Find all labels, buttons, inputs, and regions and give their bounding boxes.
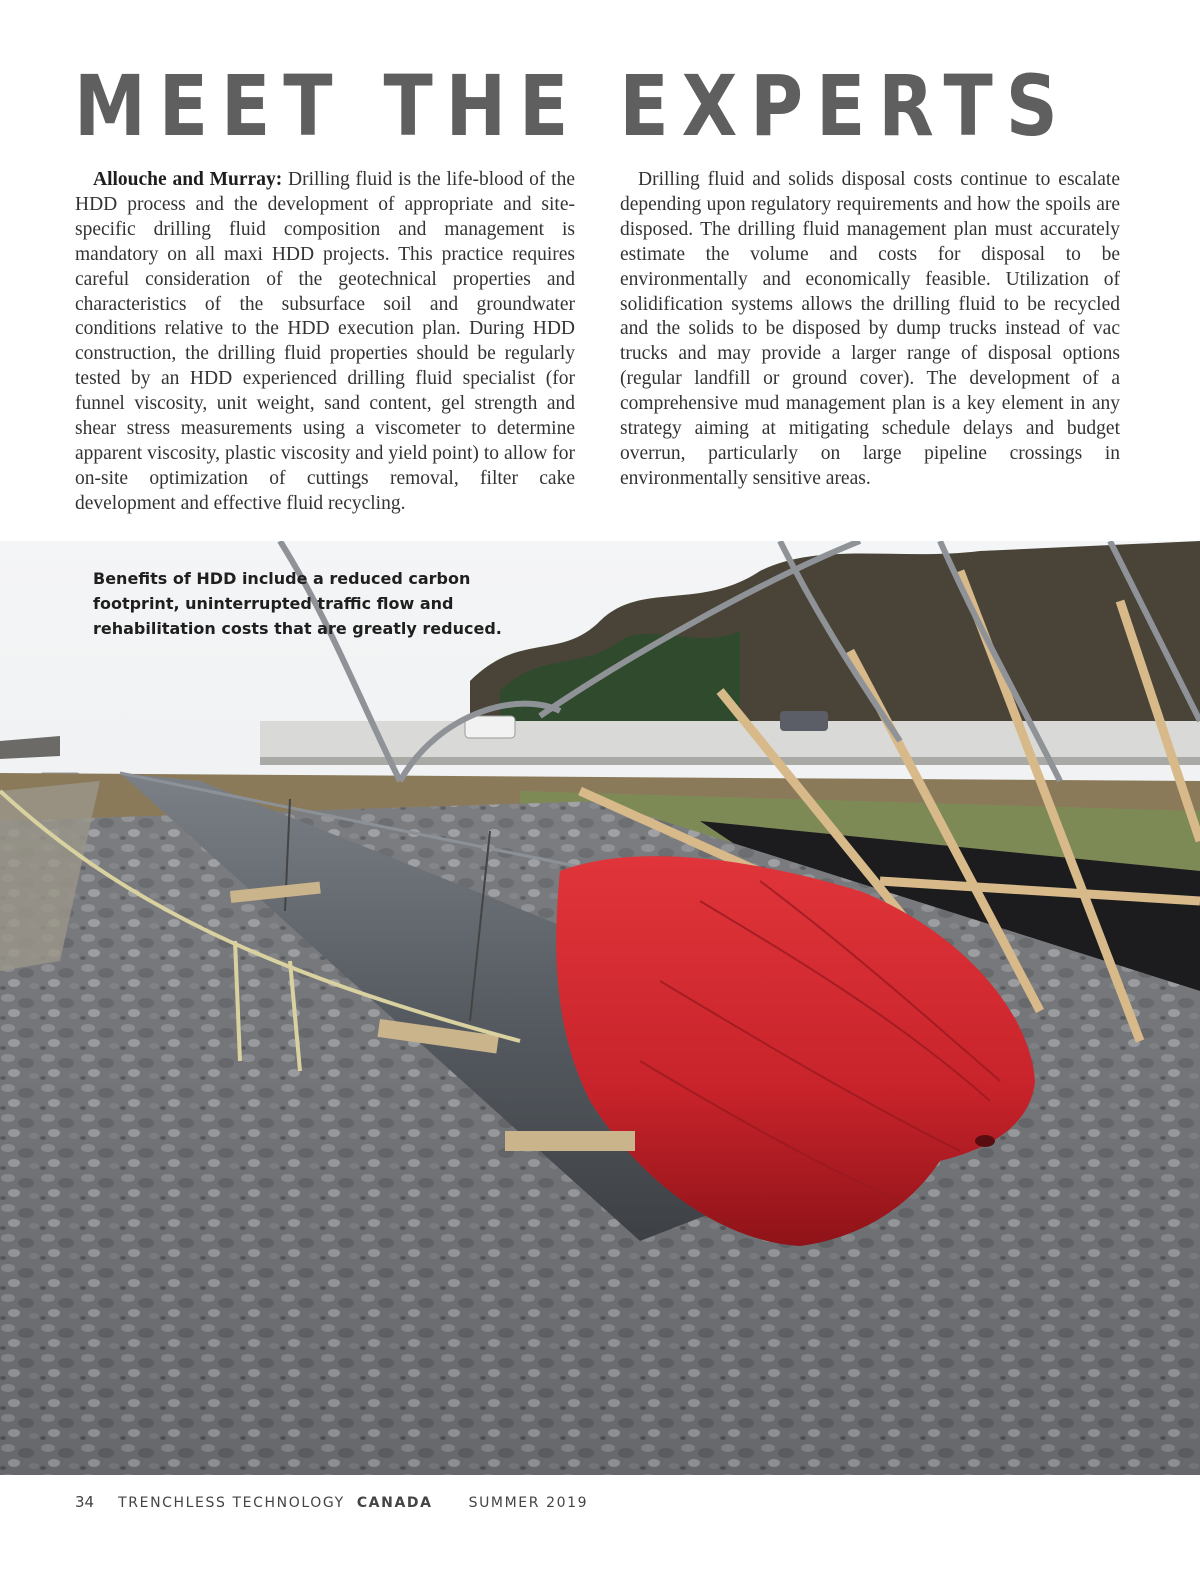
page-title: MEET THE EXPERTS bbox=[74, 57, 1071, 155]
article-column-right bbox=[620, 168, 1120, 492]
vehicle bbox=[780, 711, 828, 731]
publication-name: TRENCHLESS TECHNOLOGY bbox=[118, 1495, 345, 1511]
page-number: 34 bbox=[75, 1493, 95, 1511]
paragraph-text: Drilling fluid is the life-blood of the HDD process and the development of appropriate and site-specific drilling fluid composition and management is mandatory on all maxi HDD projects. This practice requires careful consideration of the geotechnical properties and characteristics of the subsurface soil and groundwater conditions relative to the HDD execution plan. During HDD construction, the drilling fluid properties should be regularly tested by an HDD experienced drilling fluid specialist (for funnel viscosity, unit weight, sand content, gel strength and shear stress measurements using a viscometer to determine apparent viscosity, plastic viscosity and yield point) to allow for on-site optimization of cuttings removal, filter cake development and effective fluid recycling. bbox=[75, 169, 575, 514]
article-column-left bbox=[75, 168, 575, 517]
towing-eye bbox=[975, 1135, 995, 1147]
photo-caption: Benefits of HDD include a reduced carbon footprint, uninterrupted traffic flow and rehabilitation costs that are greatly reduced. bbox=[93, 569, 502, 638]
page-footer bbox=[75, 1493, 588, 1511]
concrete-barrier bbox=[260, 721, 1200, 761]
issue-date: SUMMER 2019 bbox=[468, 1495, 589, 1511]
hdd-pipeline-photo bbox=[0, 541, 1200, 1475]
pipeline-illustration bbox=[0, 541, 1200, 1475]
article-paragraph: Drilling fluid and solids disposal costs continue to escalate depending upon regulatory requirements and how the spoils are disposed. The drilling fluid management plan must accurately estimate the volume and costs for disposal to be environmentally and economically feasible. Utilization of solidification systems allows the drilling fluid to be recycled and the solids to be disposed by dump trucks instead of vac trucks and may provide a larger range of disposal options (regular landfill or ground cover). The development of a comprehensive mud management plan is a key element in any strategy aiming at mitigating schedule delays and budget overrun, particularly on large pipeline crossings in environmentally sensitive areas. bbox=[620, 169, 1120, 489]
article-paragraph bbox=[75, 168, 575, 517]
speaker-names: Allouche and Murray: bbox=[93, 169, 283, 190]
vehicle bbox=[465, 716, 515, 738]
publication-name-bold: CANADA bbox=[356, 1495, 433, 1511]
